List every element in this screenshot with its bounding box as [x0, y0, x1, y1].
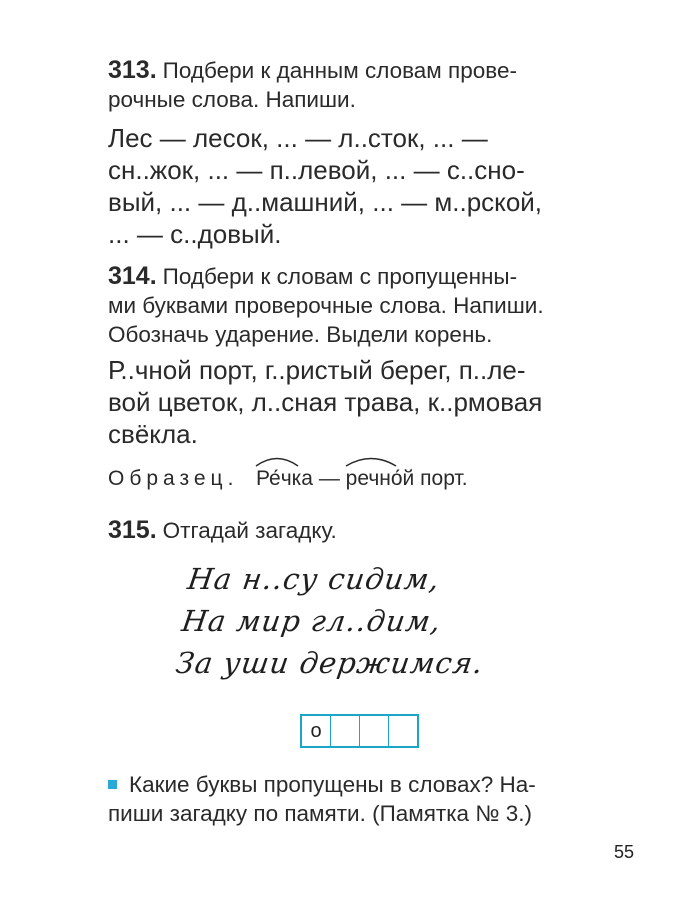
task-313-line: вый, ... — д..машний, ... — м..рской,: [108, 187, 543, 217]
answer-cell: о: [302, 716, 331, 746]
answer-cell: [389, 716, 417, 746]
task-315-number: 315.: [108, 516, 157, 544]
sample-label: Образец.: [108, 467, 239, 490]
sample-word2-tail: порт.: [420, 467, 468, 490]
root-arc-icon: [344, 455, 398, 467]
task-313-instruction: [108, 56, 638, 114]
task-313-number: 313.: [108, 56, 157, 84]
page-number: 55: [614, 842, 635, 862]
task-313-line: сн..жок, ... — п..левой, ... — с..сно-: [108, 155, 525, 185]
sample-word1-rest: ка: [291, 467, 313, 490]
task-314-sample: [108, 464, 638, 494]
answer-cell: [360, 716, 389, 746]
task-314-line: свёкла.: [108, 419, 198, 449]
task-314-instruction: [108, 262, 638, 349]
answer-cell: [331, 716, 360, 746]
sample-word1-root: Ре́ч: [255, 467, 292, 490]
note-line2: пиши загадку по памяти. (Памятка № 3.): [108, 801, 532, 826]
task-314-instruction-line3: Обозначь ударение. Выдели корень.: [108, 322, 493, 347]
task-313-instruction-line1: Подбери к данным словам прове-: [162, 58, 517, 83]
task-314-instruction-line2: ми буквами проверочные слова. Напиши.: [108, 293, 544, 318]
root-arc-icon: [254, 455, 300, 467]
task-315-instruction-line1: Отгадай загадку.: [162, 518, 337, 543]
task-314-line: вой цветок, л..сная трава, к..рмовая: [108, 387, 543, 417]
sample-word2-root: речн: [345, 467, 391, 490]
root-arc-word2: [346, 464, 391, 494]
task-314-text: [108, 354, 638, 450]
riddle-line: За уши держимся.: [173, 646, 486, 680]
task-313-text: [108, 122, 638, 250]
task-314-instruction-line1: Подбери к словам с пропущенны-: [162, 264, 518, 289]
task-314-line: Р..чной порт, г..ристый берег, п..ле-: [108, 355, 526, 385]
riddle-line: На н..су сидим,: [185, 562, 443, 596]
task-313-instruction-line2: рочные слова. Напиши.: [108, 87, 356, 112]
memo-note: [108, 770, 638, 828]
sample-dash: —: [318, 467, 340, 490]
note-line1: Какие буквы пропущены в словах? На-: [129, 772, 536, 797]
riddle-line: На мир гл..дим,: [179, 604, 444, 638]
task-313-line: ... — с..довый.: [108, 219, 282, 249]
sample-word2-rest: о́й: [390, 467, 415, 490]
task-315-instruction: [108, 516, 638, 545]
bullet-square-icon: [108, 780, 117, 789]
riddle-answer-boxes: [300, 714, 419, 748]
root-arc-word1: [256, 464, 292, 494]
task-313-line: Лес — лесок, ... — л..сток, ... —: [108, 123, 488, 153]
task-314-number: 314.: [108, 262, 157, 290]
riddle-handwritten: [173, 558, 571, 684]
